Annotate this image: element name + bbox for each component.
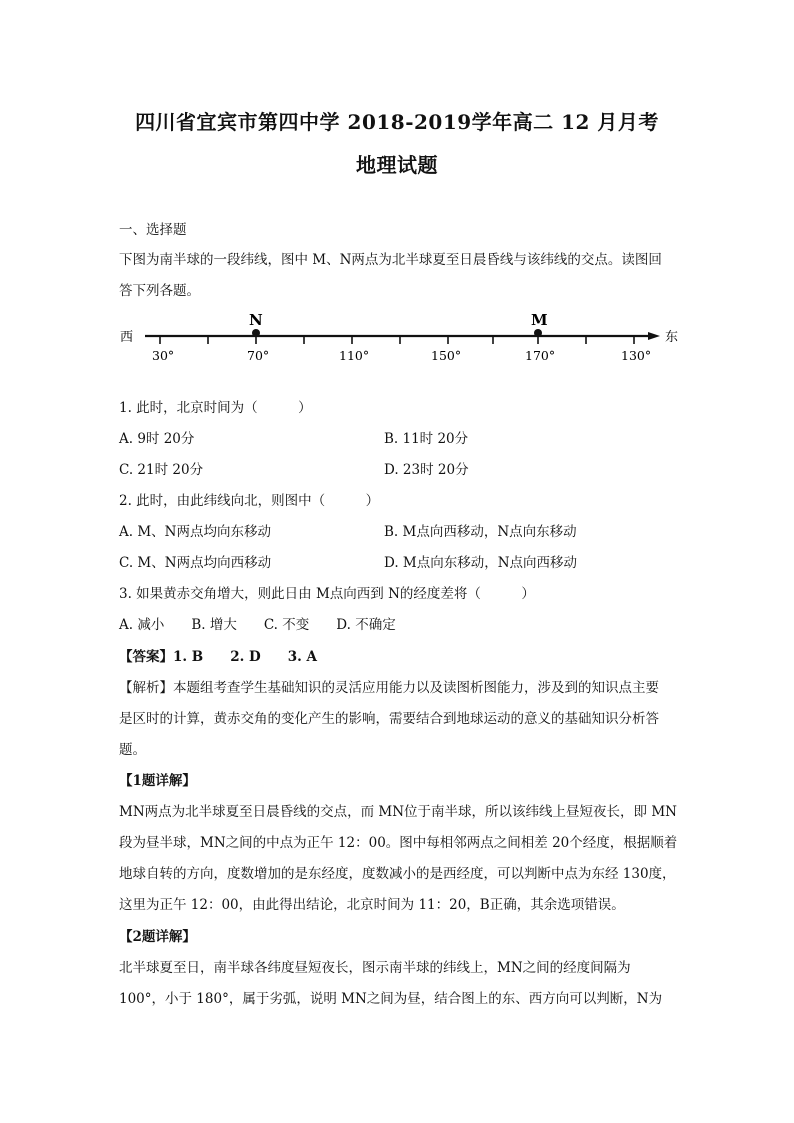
- detail-heading: 【1题详解】: [119, 773, 196, 789]
- option-c: C. M、N两点均向西移动: [119, 555, 272, 571]
- question-stem: 1. 此时，北京时间为（ ）: [119, 400, 312, 416]
- east-label: 东: [665, 330, 679, 345]
- tick-label: 130°: [621, 348, 652, 363]
- option-a: A. M、N两点均向东移动: [119, 524, 271, 540]
- question-stem: 2. 此时，由此纬线向北，则图中（ ）: [119, 493, 380, 509]
- detail-text-line: 地球自转的方向，度数增加的是东经度，度数减小的是西经度，可以判断中点为东经 130度，: [119, 866, 676, 882]
- option-d: D. M点向东移动，N点向西移动: [384, 555, 578, 571]
- tick-label: 150°: [431, 348, 462, 363]
- detail-text-line: 段为昼半球，MN之间的中点为正午 12：00。图中每相邻两点之间相差 20个经度，根据顺着: [119, 835, 678, 851]
- options-inline: A. 减小 B. 增大 C. 不变 D. 不确定: [119, 617, 396, 633]
- intro-text-line: 答下列各题。: [119, 283, 200, 299]
- option-a: A. 9时 20分: [119, 431, 195, 447]
- answer-line: 【答案】1. B 2. D 3. A: [119, 649, 317, 665]
- point-n-marker: [252, 329, 260, 337]
- option-c: C. 21时 20分: [119, 462, 204, 478]
- option-d: D. 23时 20分: [384, 462, 469, 478]
- arrow-head-icon: [648, 332, 660, 340]
- latitude-line-figure: [112, 306, 692, 368]
- tick-label: 170°: [525, 348, 556, 363]
- question-stem: 3. 如果黄赤交角增大，则此日由 M点向西到 N的经度差将（ ）: [119, 586, 535, 602]
- option-b: B. 11时 20分: [384, 431, 469, 447]
- section-heading: 一、选择题: [119, 222, 187, 238]
- tick-label: 30°: [152, 348, 175, 363]
- document-title: 四川省宜宾市第四中学 2018-2019学年高二 12 月月考: [135, 110, 659, 134]
- detail-text-line: MN两点为北半球夏至日晨昏线的交点，而 MN位于南半球，所以该纬线上昼短夜长，即 MN: [119, 804, 677, 820]
- point-n-label: N: [249, 311, 263, 329]
- option-b: B. M点向西移动，N点向东移动: [384, 524, 577, 540]
- tick-label: 70°: [247, 348, 270, 363]
- point-m-label: M: [531, 311, 548, 329]
- document-subtitle: 地理试题: [356, 153, 438, 177]
- tick-label: 110°: [339, 348, 370, 363]
- point-m-marker: [534, 329, 542, 337]
- detail-text-line: 北半球夏至日，南半球各纬度昼短夜长，图示南半球的纬线上，MN之间的经度间隔为: [119, 960, 631, 976]
- intro-text-line: 下图为南半球的一段纬线，图中 M、N两点为北半球夏至日晨昏线与该纬线的交点。读图回: [119, 252, 662, 268]
- west-label: 西: [120, 330, 134, 345]
- detail-heading: 【2题详解】: [119, 929, 196, 945]
- analysis-text-line: 是区时的计算，黄赤交角的变化产生的影响，需要结合到地球运动的意义的基础知识分析答: [119, 711, 659, 727]
- detail-text-line: 这里为正午 12：00，由此得出结论，北京时间为 11：20，B正确，其余选项错误。: [119, 897, 625, 913]
- analysis-text-line: 题。: [119, 742, 146, 758]
- detail-text-line: 100°，小于 180°，属于劣弧，说明 MN之间为昼，结合图上的东、西方向可以判断，N为: [119, 991, 663, 1007]
- analysis-text-line: 【解析】本题组考查学生基础知识的灵活应用能力以及读图析图能力，涉及到的知识点主要: [119, 680, 659, 696]
